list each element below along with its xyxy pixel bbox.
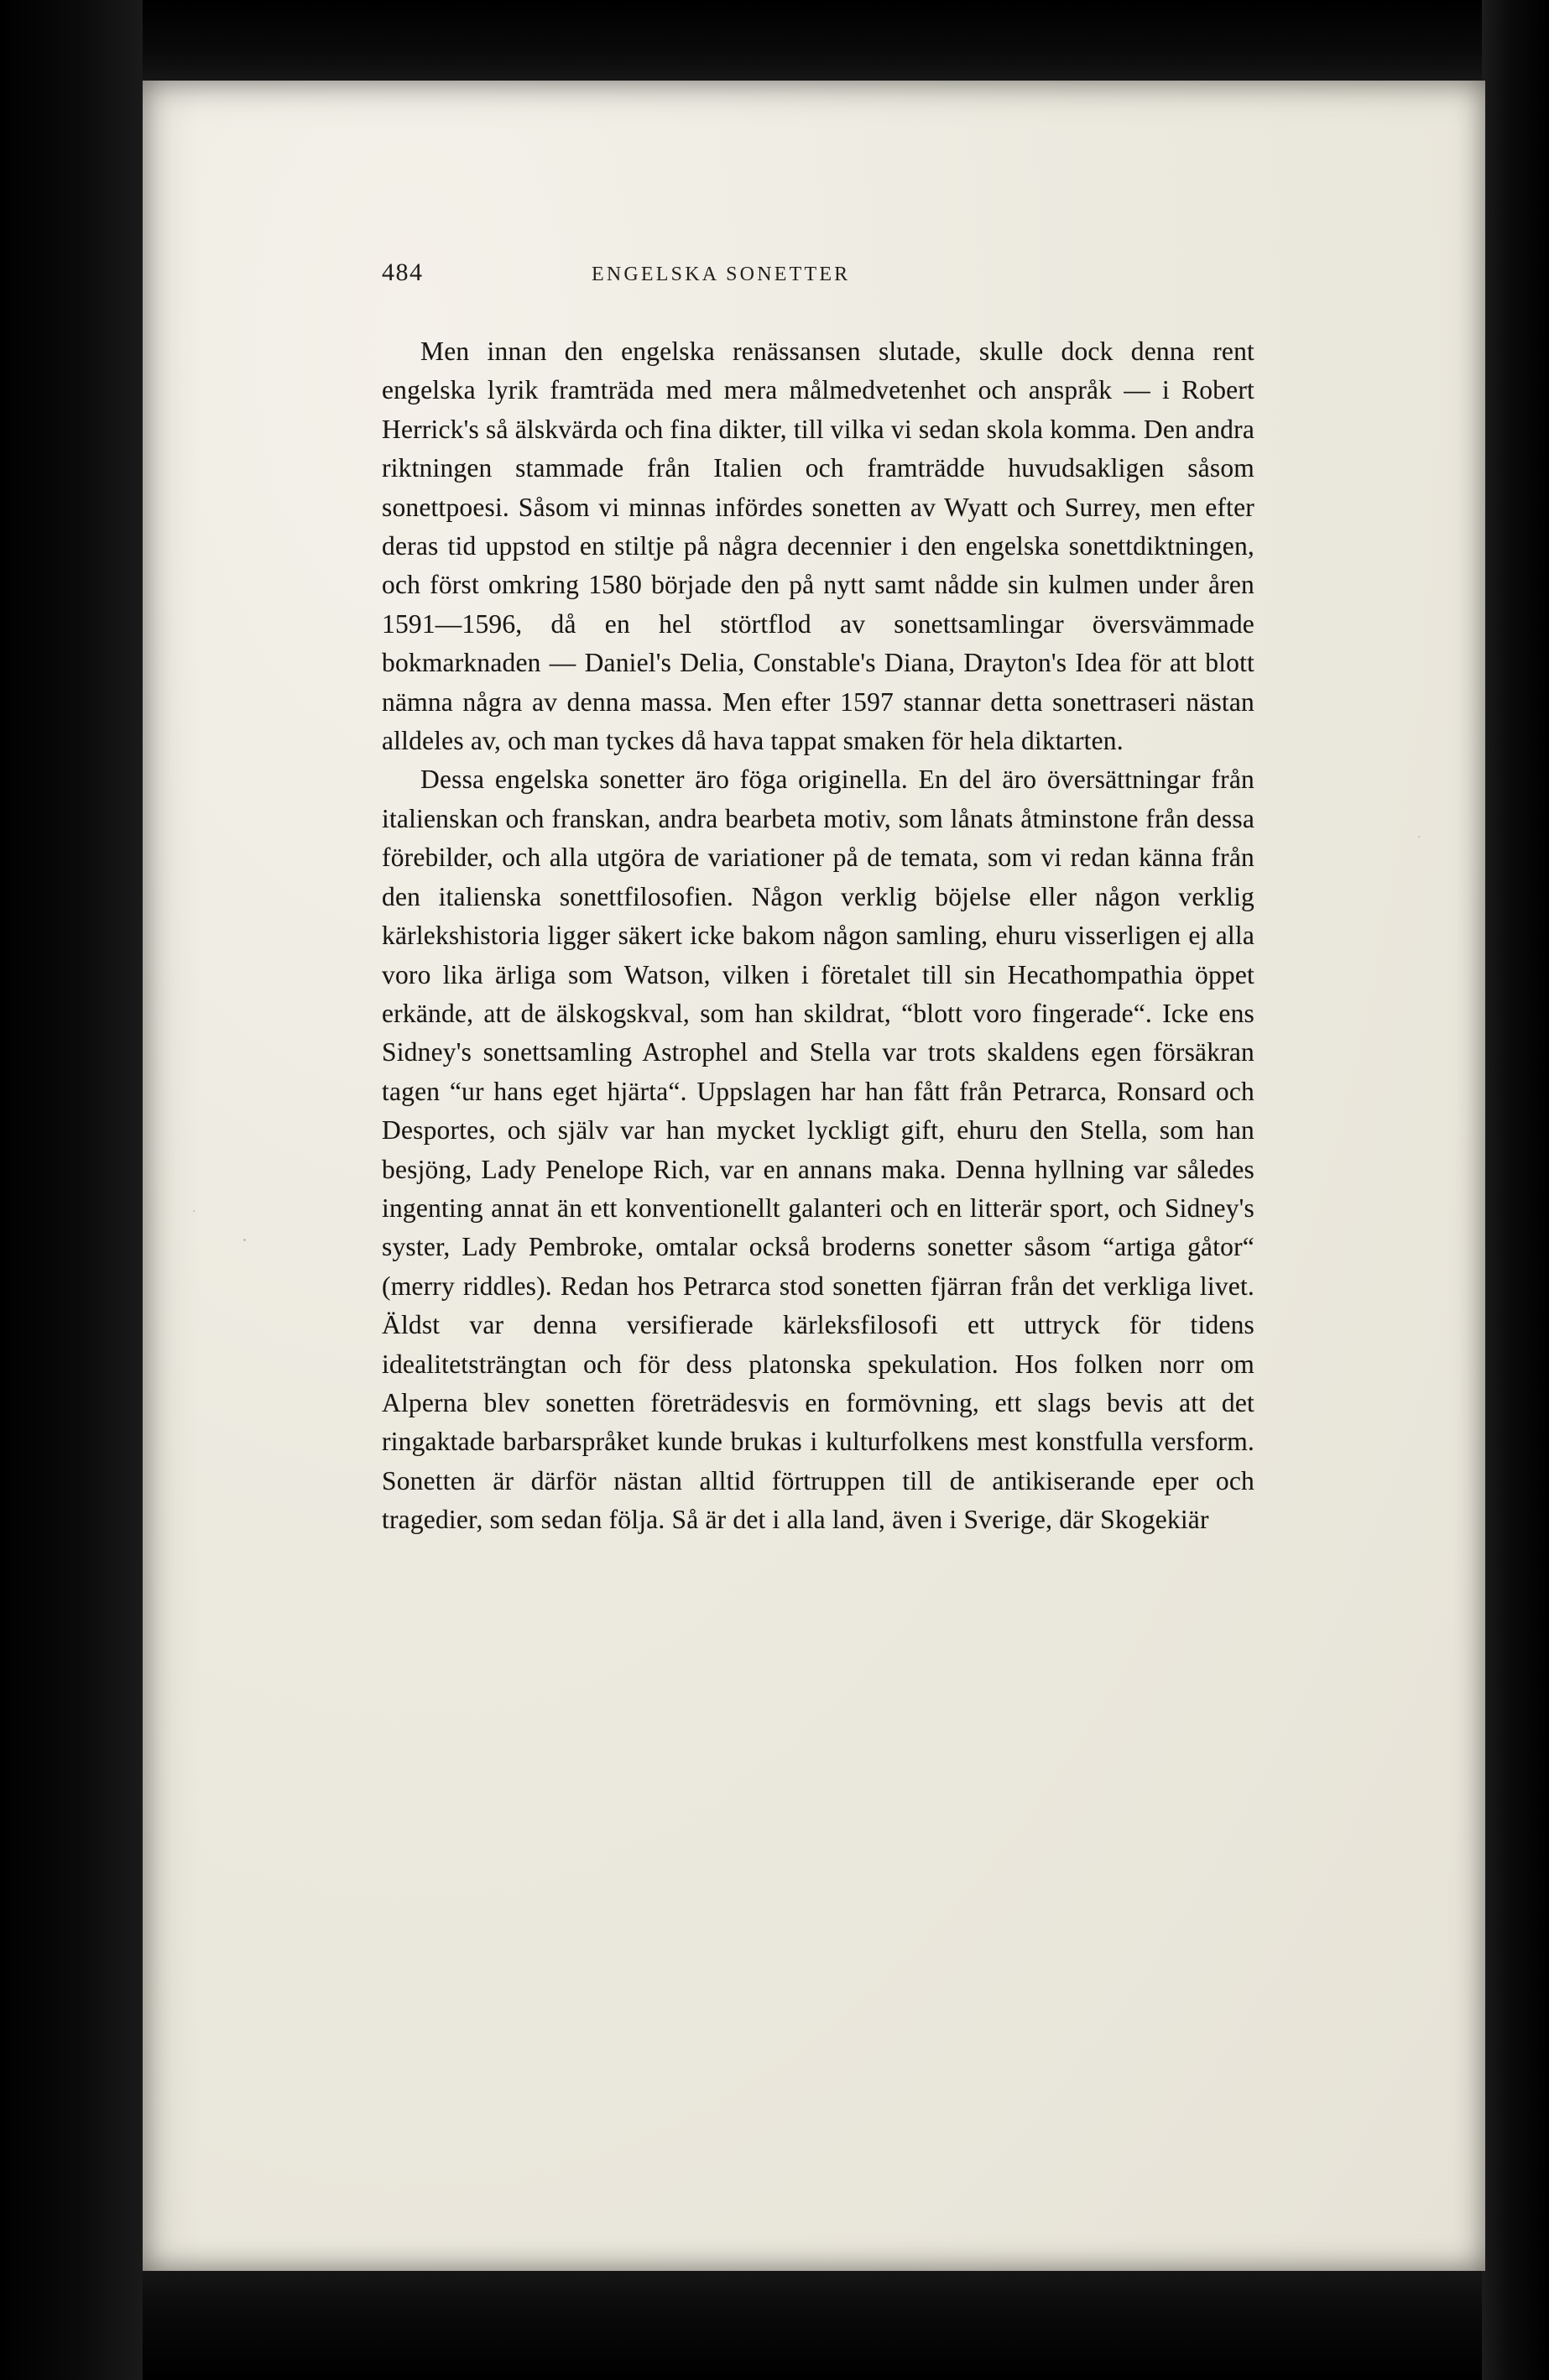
scan-edge-right: [1482, 0, 1549, 2380]
scan-edge-bottom: [0, 2263, 1549, 2380]
scan-edge-left: [0, 0, 143, 2380]
paragraph-1: Men innan den engelska renässansen slutade, skulle dock denna rent engelska lyrik framträda med mera målmedvetenhet och anspråk — i Robert Herrick's så älskvärda och fina dikter, till vilka vi sedan skola komma. Den andra riktningen stammade från Italien och framträdde huvudsakligen såsom sonettpoesi. Såsom vi minnas infördes sonetten av Wyatt och Surrey, men efter deras tid uppstod en stiltje på några decennier i den engelska sonettdiktningen, och först omkring 1580 började den på nytt samt nådde sin kulmen under åren 1591—1596, då en hel störtflod av sonettsamlingar översvämmade bokmarknaden — Daniel's Delia, Constable's Diana, Drayton's Idea för att blott nämna några av denna massa. Men efter 1597 stannar detta sonettraseri nästan alldeles av, och man tyckes då hava tappat smaken för hela diktarten.: [382, 337, 1254, 756]
page-number: 484: [382, 258, 424, 286]
paper-speckle: [1418, 836, 1420, 838]
scan-edge-top: [0, 0, 1549, 88]
running-head: ENGELSKA SONETTER: [592, 264, 851, 285]
page-header: [382, 258, 1254, 299]
paper-speckle: [193, 1210, 195, 1212]
paragraph-2: Dessa engelska sonetter äro föga originella. En del äro översättningar från italienskan och franskan, andra bearbeta motiv, som lånats åtminstone från dessa förebilder, och alla utgöra de variationer på de temata, som vi redan känna från den italienska sonettfilosofien. Någon verklig böjelse eller någon verklig kärlekshistoria ligger säkert icke bakom någon samling, ehuru visserligen ej alla voro lika ärliga som Watson, vilken i företalet till sin Hecathompathia öppet erkände, att de älskogskval, som han skildrat, “blott voro fingerade“. Icke ens Sidney's sonettsamling Astrophel and Stella var trots skaldens egen försäkran tagen “ur hans eget hjärta“. Uppslagen har han fått från Petrarca, Ronsard och Desportes, och själv var han mycket lyckligt gift, ehuru den Stella, som han besjöng, Lady Penelope Rich, var en annans maka. Denna hyllning var således ingenting annat än ett konventionellt galanteri och en litterär sport, och Sidney's syster, Lady Pembroke, omtalar också broderns sonetter såsom “artiga gåtor“ (merry riddles). Redan hos Petrarca stod sonetten fjärran från det verkliga livet. Äldst var denna versifierade kärleksfilosofi ett uttryck för tidens idealitetsträngtan och för dess platonska spekulation. Hos folken norr om Alperna blev sonetten företrädesvis en formövning, ett slags bevis att det ringaktade barbarspråket kunde brukas i kulturfolkens mest konstfulla versform. Sonetten är därför nästan alltid förtruppen till de antikiserande eper och tragedier, som sedan följa. Så är det i alla land, även i Sverige, där Skogekiär: [382, 765, 1254, 1535]
text-column: [382, 258, 1254, 1540]
book-page: [143, 81, 1485, 2271]
page-surface: [143, 81, 1485, 2271]
body-text: [382, 332, 1254, 1540]
paper-speckle: [243, 1239, 246, 1241]
